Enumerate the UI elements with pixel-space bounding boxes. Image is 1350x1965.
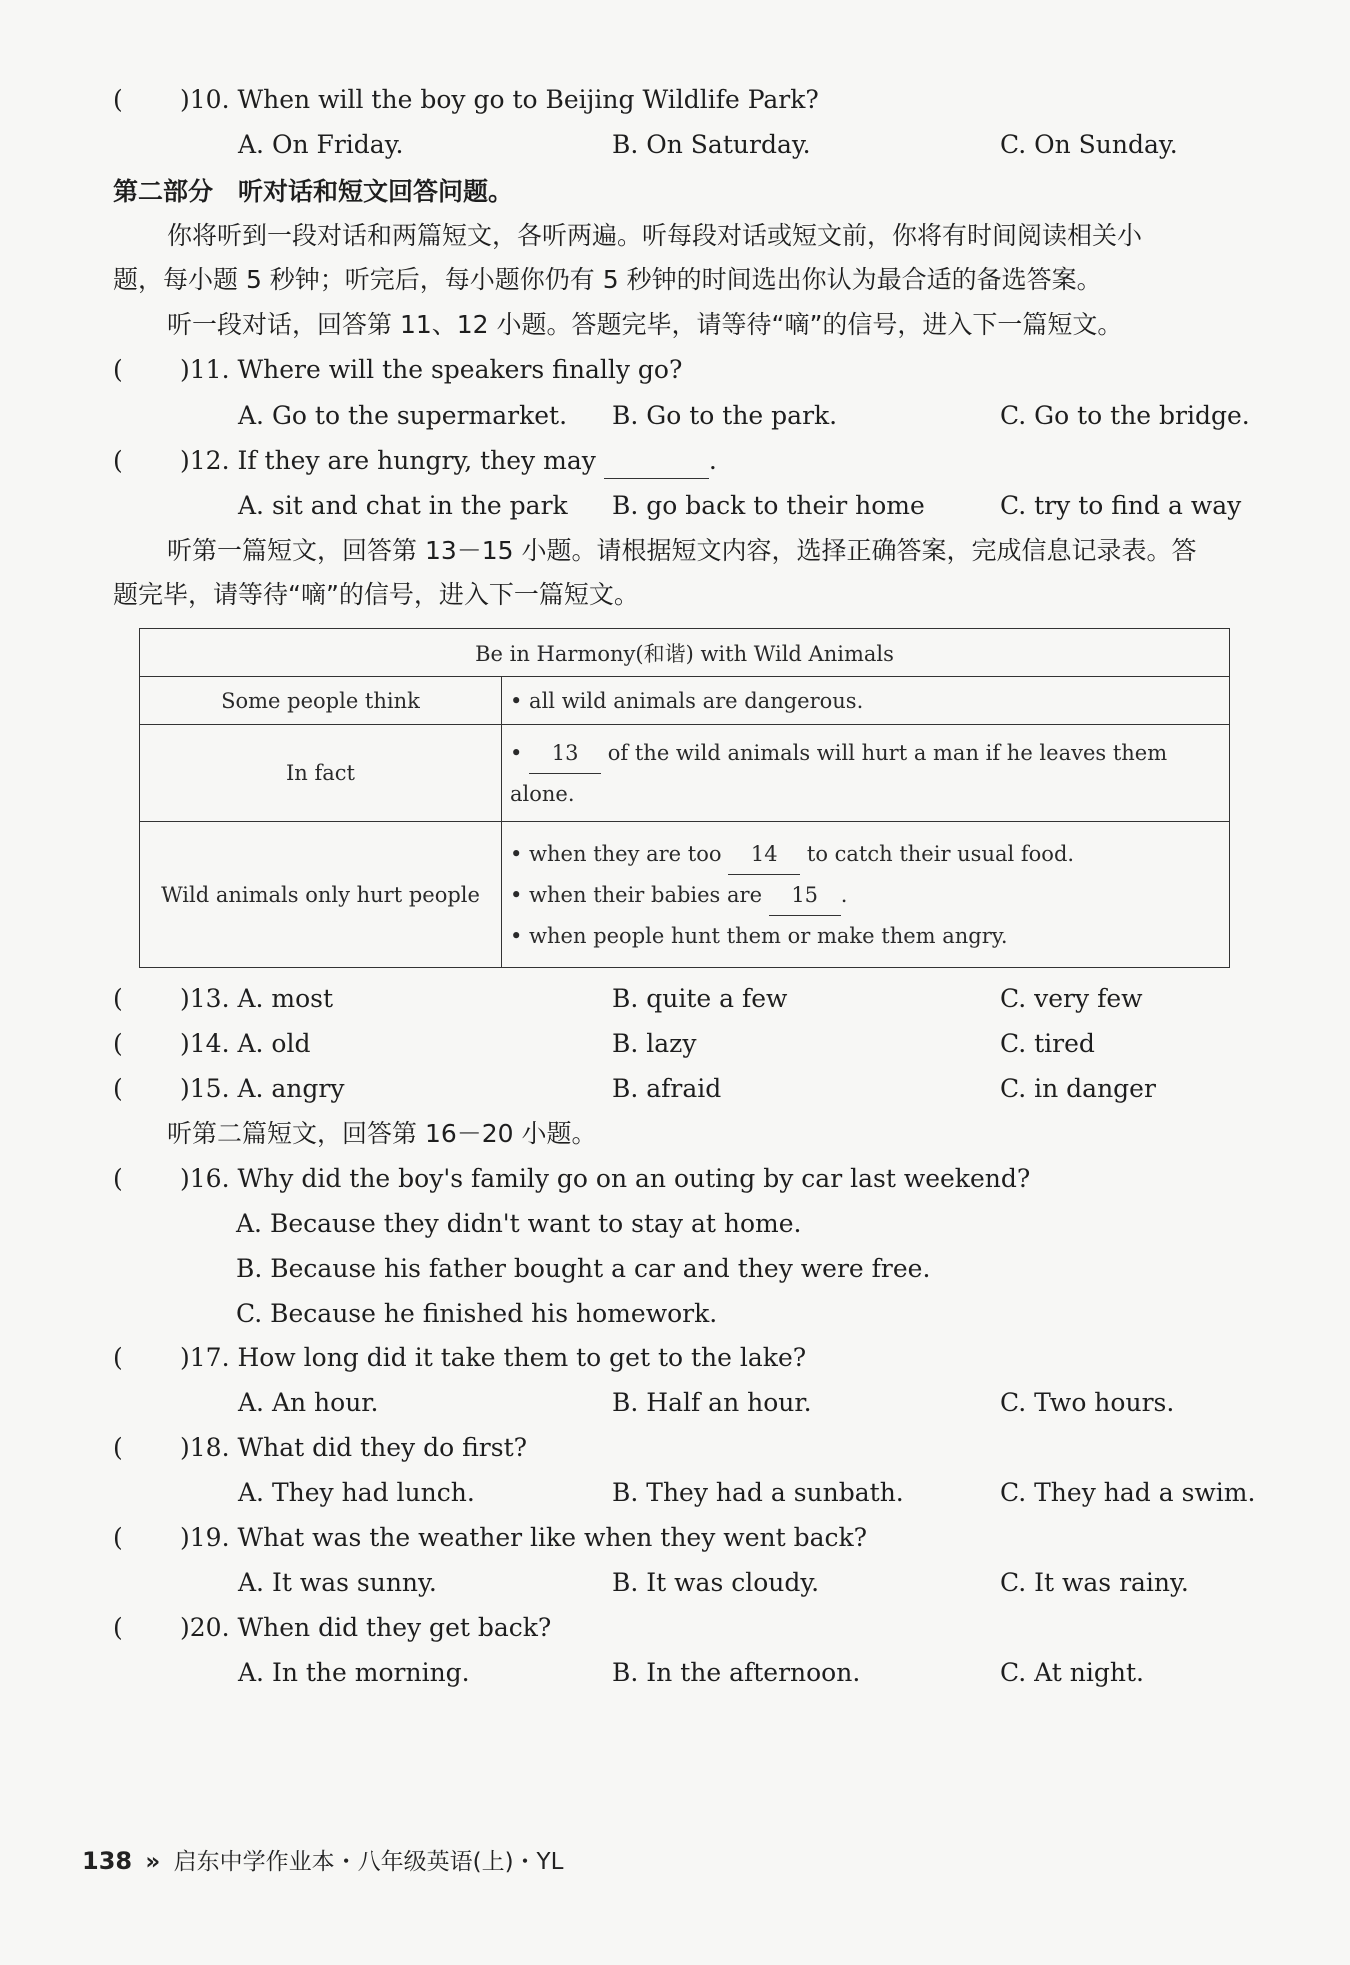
q13-option-c: C. very few bbox=[1000, 984, 1143, 1013]
passage-2-instruction: 听第二篇短文，回答第 16－20 小题。 bbox=[167, 1119, 597, 1148]
part-2-title: 第二部分 听对话和短文回答问题。 bbox=[113, 177, 514, 206]
q20-option-b: B. In the afternoon. bbox=[612, 1658, 861, 1687]
q11-option-b: B. Go to the park. bbox=[612, 401, 838, 430]
table-row-label: Some people think bbox=[140, 677, 502, 725]
q12-option-b: B. go back to their home bbox=[612, 491, 925, 520]
q10-option-b: B. On Saturday. bbox=[612, 130, 811, 159]
answer-bracket: ( bbox=[113, 1074, 123, 1103]
q16-option-b: B. Because his father bought a car and they were free. bbox=[236, 1254, 931, 1283]
bullet-text: to catch their usual food. bbox=[806, 841, 1075, 866]
answer-bracket: ( bbox=[113, 1433, 123, 1462]
blank-15[interactable]: 15 bbox=[769, 875, 841, 916]
table-row-content: • all wild animals are dangerous. bbox=[502, 677, 1230, 725]
blank-13[interactable]: 13 bbox=[529, 733, 601, 774]
q20-option-a: A. In the morning. bbox=[238, 1658, 470, 1687]
table-title: Be in Harmony(和谐) with Wild Animals bbox=[140, 629, 1230, 677]
table-row-content bbox=[502, 822, 1230, 968]
q15-option-b: B. afraid bbox=[612, 1074, 722, 1103]
book-title: 启东中学作业本・八年级英语(上)・YL bbox=[173, 1849, 564, 1875]
answer-bracket: ( bbox=[113, 355, 123, 384]
answer-bracket: ( bbox=[113, 1523, 123, 1552]
question-14-stem: )14. A. old bbox=[180, 1029, 311, 1058]
q12-option-c: C. try to find a way bbox=[1000, 491, 1242, 520]
bullet-text: • when their babies are bbox=[510, 882, 762, 907]
q19-option-b: B. It was cloudy. bbox=[612, 1568, 820, 1597]
question-16-stem: )16. Why did the boy's family go on an outing by car last weekend? bbox=[180, 1164, 1031, 1193]
double-chevron-icon: » bbox=[145, 1849, 161, 1875]
q20-option-c: C. At night. bbox=[1000, 1658, 1144, 1687]
bullet-line bbox=[510, 875, 1221, 916]
q16-option-c: C. Because he finished his homework. bbox=[236, 1299, 718, 1328]
page-footer bbox=[82, 1843, 563, 1876]
question-12-period: . bbox=[708, 446, 717, 475]
passage-1-instruction-line-2: 题完毕，请等待“嘀”的信号，进入下一篇短文。 bbox=[113, 580, 639, 609]
bullet-text: . bbox=[840, 882, 848, 907]
q11-option-c: C. Go to the bridge. bbox=[1000, 401, 1250, 430]
bullet-line bbox=[510, 834, 1221, 875]
info-record-table bbox=[139, 628, 1230, 968]
table-row-label: In fact bbox=[140, 725, 502, 822]
bullet-line: • when people hunt them or make them angry. bbox=[510, 923, 1008, 948]
q19-option-c: C. It was rainy. bbox=[1000, 1568, 1189, 1597]
table-row-label: Wild animals only hurt people bbox=[140, 822, 502, 968]
part-2-intro-line-2: 题，每小题 5 秒钟；听完后，每小题你仍有 5 秒钟的时间选出你认为最合适的备选答案。 bbox=[113, 265, 1102, 294]
question-19-stem: )19. What was the weather like when they went back? bbox=[180, 1523, 868, 1552]
question-17-stem: )17. How long did it take them to get to the lake? bbox=[180, 1343, 807, 1372]
answer-bracket: ( bbox=[113, 1164, 123, 1193]
q11-option-a: A. Go to the supermarket. bbox=[238, 401, 568, 430]
q18-option-a: A. They had lunch. bbox=[238, 1478, 475, 1507]
question-13-stem: )13. A. most bbox=[180, 984, 334, 1013]
q10-option-a: A. On Friday. bbox=[238, 130, 404, 159]
question-12-text: )12. If they are hungry, they may bbox=[180, 446, 596, 475]
answer-blank[interactable] bbox=[604, 444, 709, 479]
table-row-content bbox=[502, 725, 1230, 822]
q17-option-a: A. An hour. bbox=[238, 1388, 379, 1417]
answer-bracket: ( bbox=[113, 984, 123, 1013]
dialog-instruction: 听一段对话，回答第 11、12 小题。答题完毕，请等待“嘀”的信号，进入下一篇短文。 bbox=[167, 310, 1123, 339]
q10-option-c: C. On Sunday. bbox=[1000, 130, 1178, 159]
answer-bracket: ( bbox=[113, 85, 123, 114]
question-18-stem: )18. What did they do first? bbox=[180, 1433, 528, 1462]
q18-option-c: C. They had a swim. bbox=[1000, 1478, 1256, 1507]
q17-option-c: C. Two hours. bbox=[1000, 1388, 1175, 1417]
bullet-text: • when they are too bbox=[510, 841, 722, 866]
q13-option-b: B. quite a few bbox=[612, 984, 788, 1013]
q12-option-a: A. sit and chat in the park bbox=[238, 491, 568, 520]
answer-bracket: ( bbox=[113, 1029, 123, 1058]
question-20-stem: )20. When did they get back? bbox=[180, 1613, 552, 1642]
q18-option-b: B. They had a sunbath. bbox=[612, 1478, 904, 1507]
row-2-continuation: alone. bbox=[510, 781, 575, 806]
answer-bracket: ( bbox=[113, 1343, 123, 1372]
bullet: • bbox=[510, 740, 523, 765]
question-12-stem bbox=[180, 444, 717, 479]
question-15-stem: )15. A. angry bbox=[180, 1074, 345, 1103]
q15-option-c: C. in danger bbox=[1000, 1074, 1156, 1103]
question-11-stem: )11. Where will the speakers finally go? bbox=[180, 355, 683, 384]
question-10-stem: )10. When will the boy go to Beijing Wildlife Park? bbox=[180, 85, 819, 114]
answer-bracket: ( bbox=[113, 446, 123, 475]
page-number: 138 bbox=[82, 1847, 133, 1875]
q14-option-c: C. tired bbox=[1000, 1029, 1095, 1058]
part-2-intro-line-1: 你将听到一段对话和两篇短文，各听两遍。听每段对话或短文前，你将有时间阅读相关小 bbox=[167, 221, 1143, 250]
blank-14[interactable]: 14 bbox=[728, 834, 800, 875]
passage-1-instruction-line-1: 听第一篇短文，回答第 13－15 小题。请根据短文内容，选择正确答案，完成信息记录表。答 bbox=[167, 536, 1197, 565]
row-2-text: of the wild animals will hurt a man if he leaves them bbox=[607, 740, 1168, 765]
q19-option-a: A. It was sunny. bbox=[238, 1568, 437, 1597]
q17-option-b: B. Half an hour. bbox=[612, 1388, 812, 1417]
answer-bracket: ( bbox=[113, 1613, 123, 1642]
q16-option-a: A. Because they didn't want to stay at home. bbox=[236, 1209, 802, 1238]
q14-option-b: B. lazy bbox=[612, 1029, 697, 1058]
